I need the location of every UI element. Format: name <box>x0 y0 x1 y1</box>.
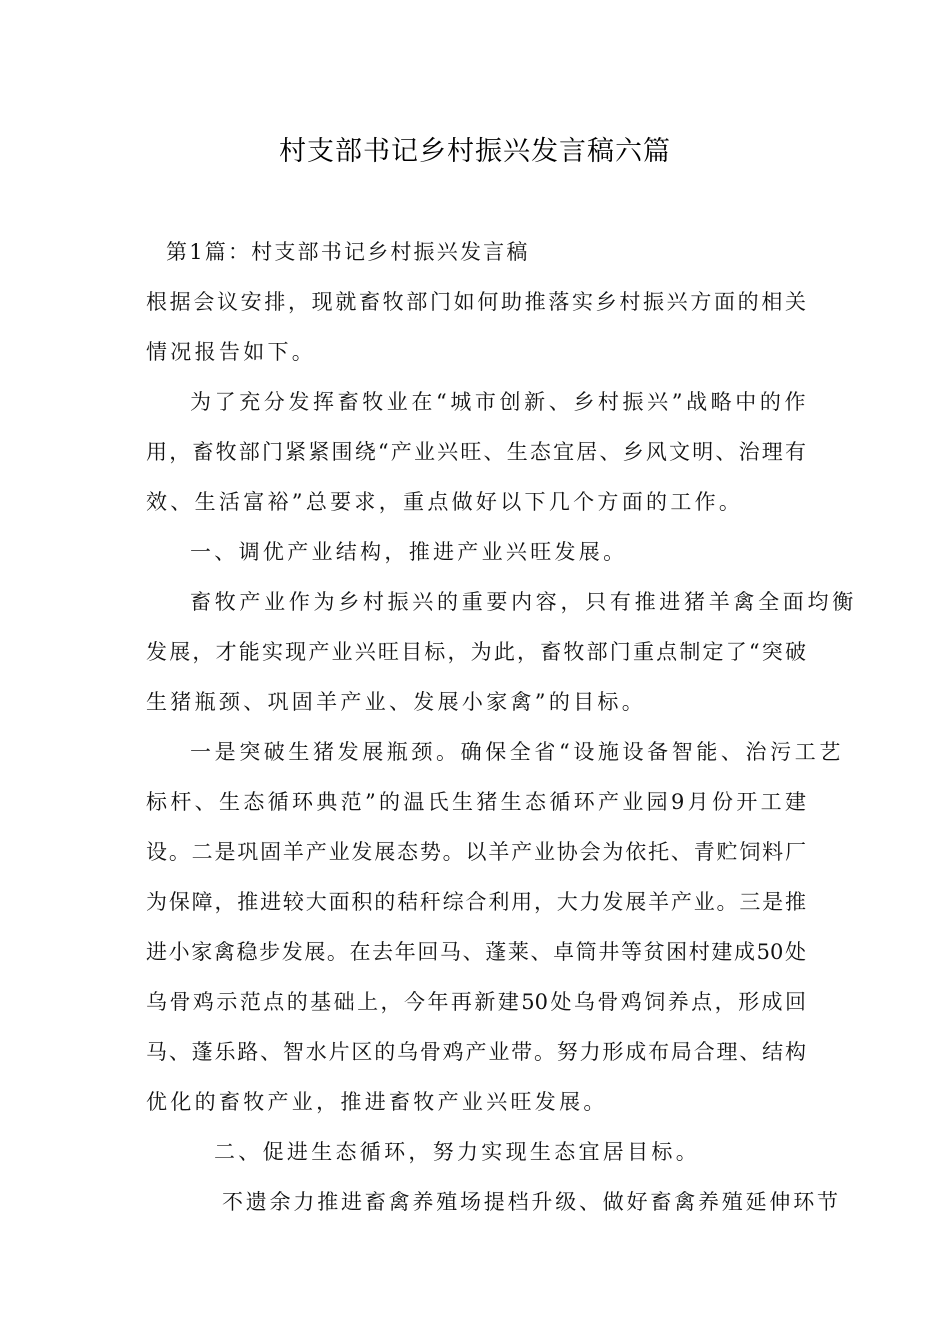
paragraph-line: 用，畜牧部门紧紧围绕“产业兴旺、生态宜居、乡风文明、治理有 <box>146 440 806 464</box>
paragraph-line: 情况报告如下。 <box>146 340 317 364</box>
paragraph-line: 标杆、生态循环典范”的温氏生猪生态循环产业园9月份开工建 <box>146 790 806 814</box>
paragraph-line: 生猪瓶颈、巩固羊产业、发展小家禽”的目标。 <box>146 690 647 714</box>
paragraph-line: 为保障，推进较大面积的秸秆综合利用，大力发展羊产业。三是推 <box>146 890 806 914</box>
paragraph-line: 乌骨鸡示范点的基础上，今年再新建50处乌骨鸡饲养点，形成回 <box>146 990 806 1014</box>
section-heading: 一、调优产业结构，推进产业兴旺发展。 <box>190 540 628 564</box>
section-heading: 二、促进生态循环，努力实现生态宜居目标。 <box>214 1140 700 1164</box>
paragraph-line: 效、生活富裕”总要求，重点做好以下几个方面的工作。 <box>146 490 744 514</box>
paragraph-line: 不遗余力推进畜禽养殖场提档升级、做好畜禽养殖延伸环节 <box>222 1190 841 1214</box>
paragraph-line: 根据会议安排，现就畜牧部门如何助推落实乡村振兴方面的相关 <box>146 290 806 314</box>
paragraph-line: 为了充分发挥畜牧业在“城市创新、乡村振兴”战略中的作 <box>190 390 810 414</box>
paragraph-line: 一是突破生猪发展瓶颈。确保全省“设施设备智能、治污工艺 <box>190 740 844 764</box>
paragraph-line: 马、蓬乐路、智水片区的乌骨鸡产业带。努力形成布局合理、结构 <box>146 1040 806 1064</box>
paragraph-line: 畜牧产业作为乡村振兴的重要内容，只有推进猪羊禽全面均衡 <box>190 590 857 614</box>
paragraph-line: 设。二是巩固羊产业发展态势。以羊产业协会为依托、青贮饲料厂 <box>146 840 806 864</box>
paragraph-line: 进小家禽稳步发展。在去年回马、蓬莱、卓筒井等贫困村建成50处 <box>146 940 806 964</box>
paragraph-line: 优化的畜牧产业，推进畜牧产业兴旺发展。 <box>146 1090 608 1114</box>
document-title: 村支部书记乡村振兴发言稿六篇 <box>279 136 671 167</box>
section-subtitle: 第1篇：村支部书记乡村振兴发言稿 <box>166 240 530 264</box>
paragraph-line: 发展，才能实现产业兴旺目标，为此，畜牧部门重点制定了“突破 <box>146 640 806 664</box>
